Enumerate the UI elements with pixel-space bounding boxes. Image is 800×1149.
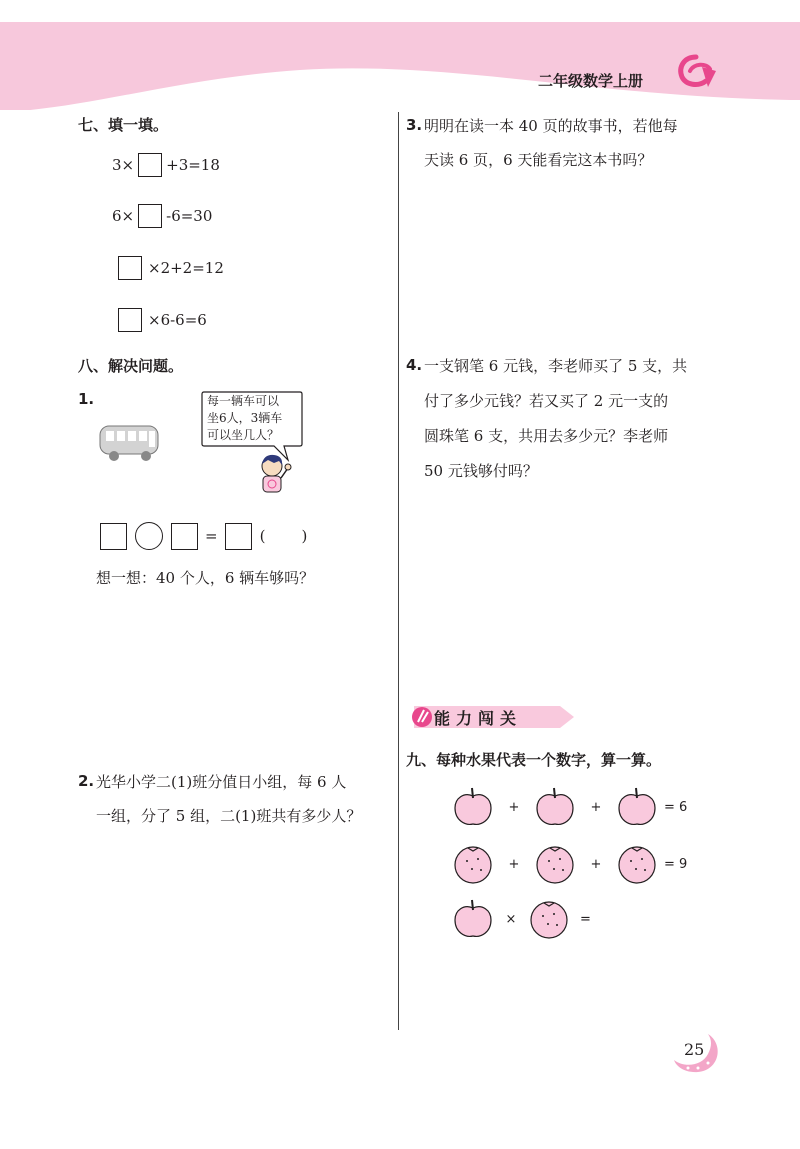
answer-box-2[interactable]: [138, 204, 162, 228]
row1-op1: +: [508, 799, 520, 815]
q2-line-1: 光华小学二(1)班分值日小组，每 6 人: [96, 773, 347, 791]
orange-icon: [528, 898, 570, 940]
q4-number: 4.: [406, 356, 423, 374]
q4-line-4: 50 元钱够付吗？: [424, 462, 538, 480]
row2-result: = 9: [664, 856, 688, 872]
swirl-logo-icon: [676, 53, 718, 91]
q1-operator-circle[interactable]: [135, 522, 163, 550]
orange-icon: [534, 843, 576, 885]
grade-label: 二年级数学上册: [538, 72, 644, 90]
boy-illustration-icon: [252, 452, 294, 496]
row1-result: = 6: [664, 799, 688, 815]
q1-think: 想一想：40 个人，6 辆车够吗？: [96, 569, 315, 587]
answer-box-3[interactable]: [118, 256, 142, 280]
row2-op1: +: [508, 856, 520, 872]
apple-icon: [452, 898, 494, 940]
column-divider: [398, 112, 399, 1030]
bubble-line-2: 坐6人，3辆车: [207, 411, 283, 425]
ability-banner-text: 能力闯关: [434, 709, 523, 728]
apple-icon: [534, 786, 576, 828]
bubble-line-1: 每一辆车可以: [207, 394, 280, 408]
equation-1-suffix: +3=18: [166, 156, 220, 174]
q1-equals: =: [205, 527, 218, 545]
q1-unit-open: (: [259, 527, 266, 545]
q2-line-2: 一组，分了 5 组，二(1)班共有多少人？: [96, 807, 362, 825]
q2-number: 2.: [78, 772, 95, 790]
equation-1-prefix: 3×: [112, 156, 135, 174]
q1-box-2[interactable]: [171, 523, 198, 550]
equation-2-suffix: -6=30: [166, 207, 213, 225]
q4-line-3: 圆珠笔 6 支，共用去多少元？李老师: [424, 427, 669, 445]
equation-2: [112, 204, 212, 228]
orange-icon: [452, 843, 494, 885]
apple-icon: [616, 786, 658, 828]
orange-icon: [616, 843, 658, 885]
q3-line-2: 天读 6 页，6 天能看完这本书吗？: [424, 151, 653, 169]
page-number: 25: [684, 1040, 705, 1059]
section8-title: 八、解决问题。: [78, 357, 184, 375]
q1-number: 1.: [78, 390, 95, 408]
bubble-text: [207, 393, 303, 444]
equation-4-suffix: ×6-6=6: [148, 311, 207, 329]
answer-box-4[interactable]: [118, 308, 142, 332]
q1-unit-close: ): [301, 527, 308, 545]
bus-icon: [98, 422, 162, 464]
equation-3: [118, 256, 224, 280]
row1-op2: +: [590, 799, 602, 815]
q4-line-2: 付了多少元钱？若又买了 2 元一支的: [424, 392, 669, 410]
apple-icon: [452, 786, 494, 828]
row3-op: ×: [505, 911, 517, 927]
equation-3-suffix: ×2+2=12: [148, 259, 224, 277]
row2-op2: +: [590, 856, 602, 872]
q3-line-1: 明明在读一本 40 页的故事书，若他每: [424, 117, 678, 135]
equation-1: [112, 153, 220, 177]
q1-box-1[interactable]: [100, 523, 127, 550]
q3-number: 3.: [406, 116, 423, 134]
bubble-line-3: 可以坐几人？: [207, 428, 280, 442]
answer-box-1[interactable]: [138, 153, 162, 177]
equation-2-prefix: 6×: [112, 207, 135, 225]
row3-result: =: [580, 911, 591, 927]
equation-4: [118, 308, 207, 332]
fruit-row-1: [452, 786, 687, 828]
section7-title: 七、填一填。: [78, 116, 169, 134]
section9-title: 九、每种水果代表一个数字，算一算。: [406, 751, 662, 769]
q1-equation: [100, 522, 307, 550]
q1-box-result[interactable]: [225, 523, 252, 550]
fruit-row-3: [452, 898, 591, 940]
fruit-row-2: [452, 843, 687, 885]
q4-line-1: 一支钢笔 6 元钱，李老师买了 5 支，共: [424, 357, 688, 375]
